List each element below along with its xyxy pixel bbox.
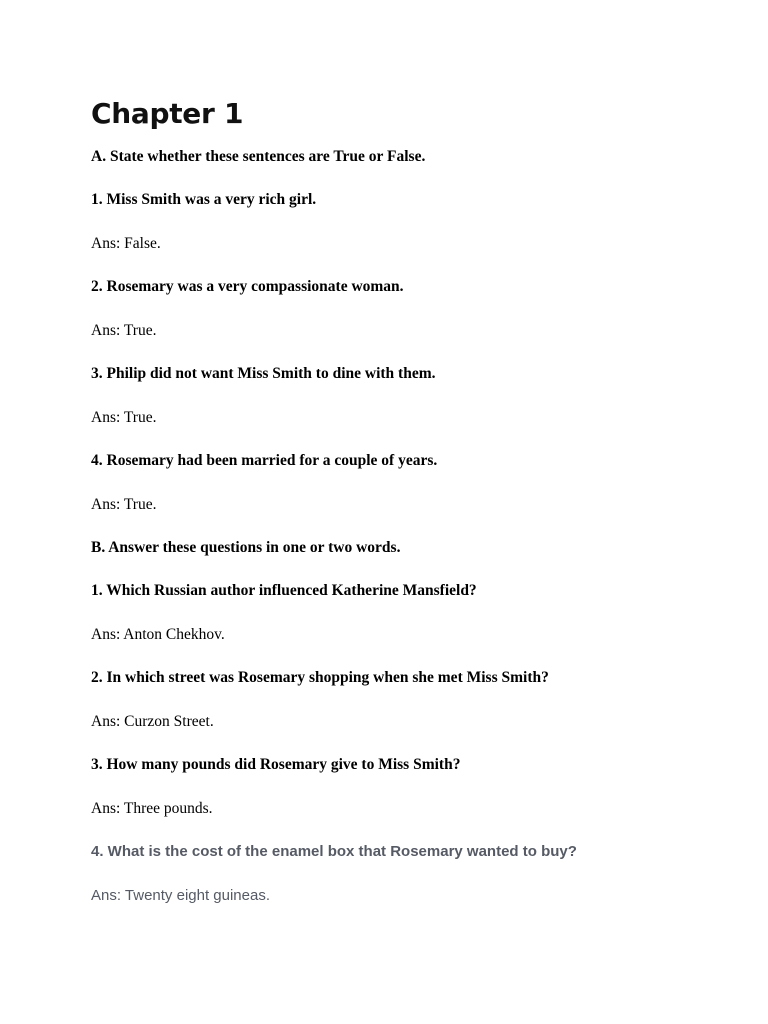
section-b-question-3: 3. How many pounds did Rosemary give to Miss Smith? [91, 756, 461, 773]
section-b-answer-3: Ans: Three pounds. [91, 800, 213, 817]
section-b-question-2: 2. In which street was Rosemary shopping when she met Miss Smith? [91, 669, 549, 686]
section-a-answer-4: Ans: True. [91, 496, 157, 513]
section-a-question-4: 4. Rosemary had been married for a couple of years. [91, 452, 438, 469]
section-a-answer-1: Ans: False. [91, 235, 161, 252]
section-a-answer-3: Ans: True. [91, 409, 157, 426]
section-b-answer-1: Ans: Anton Chekhov. [91, 626, 225, 643]
section-b-question-4: 4. What is the cost of the enamel box that Rosemary wanted to buy? [91, 843, 577, 860]
section-a-question-2: 2. Rosemary was a very compassionate woman. [91, 278, 404, 295]
section-a-question-3: 3. Philip did not want Miss Smith to dine with them. [91, 365, 436, 382]
section-b-answer-2: Ans: Curzon Street. [91, 713, 214, 730]
section-b-question-1: 1. Which Russian author influenced Katherine Mansfield? [91, 582, 477, 599]
section-a-question-1: 1. Miss Smith was a very rich girl. [91, 191, 317, 208]
section-b-answer-4: Ans: Twenty eight guineas. [91, 887, 271, 904]
section-b-heading: B. Answer these questions in one or two words. [91, 539, 401, 556]
page-title: Chapter 1 [91, 97, 244, 130]
section-a-answer-2: Ans: True. [91, 322, 157, 339]
section-a-heading: A. State whether these sentences are True or False. [91, 148, 426, 165]
